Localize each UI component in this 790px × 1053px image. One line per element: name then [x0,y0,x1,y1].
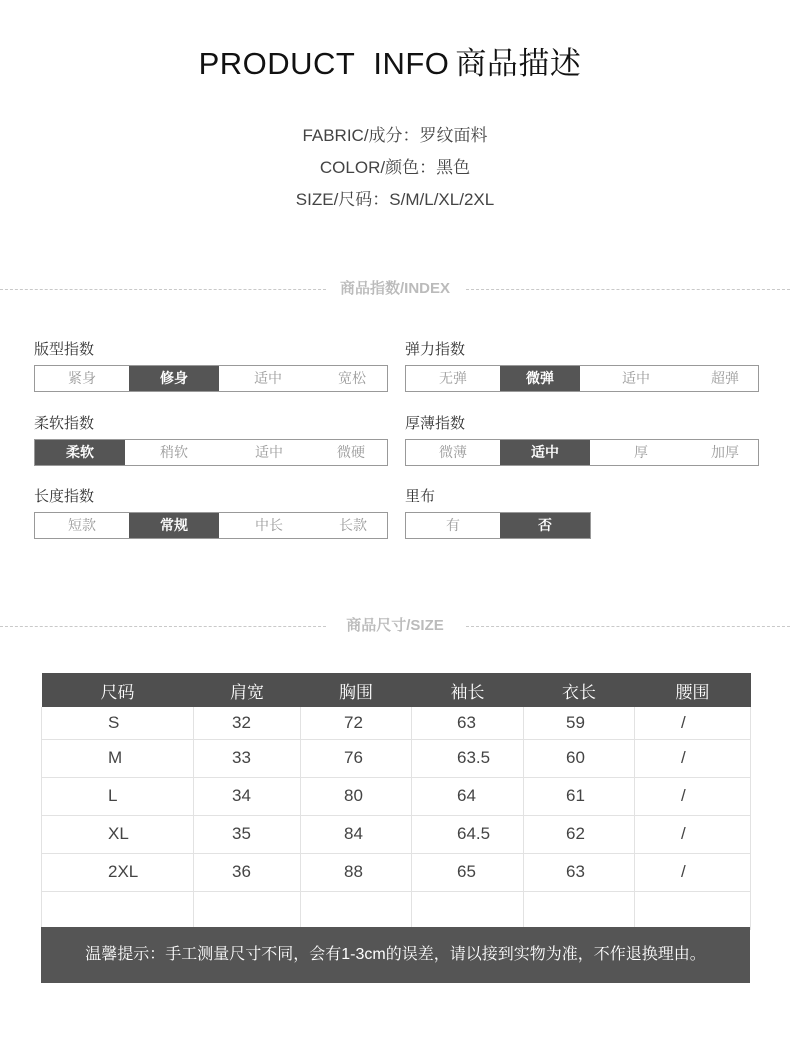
table-row [42,815,751,853]
index-option: 稍软 [160,444,188,460]
index-option-selected: 微弹 [500,366,580,391]
table-row [42,853,751,891]
size-section-divider [0,616,790,636]
index-group-thickness [405,414,759,466]
table-row [42,739,751,777]
column-header-size: 尺码 [42,673,194,707]
index-option: 有 [446,517,460,533]
column-header-waist: 腰围 [635,673,751,707]
index-option-selected: 适中 [500,440,590,465]
table-cell: 64.5 [412,815,524,853]
index-option: 微硬 [337,444,365,460]
index-group-length [34,487,388,539]
index-bar [34,439,388,466]
index-option: 厚 [634,444,648,460]
page-title [0,38,780,83]
table-cell: 63 [524,853,635,891]
table-cell: / [635,739,751,777]
index-group-lining [405,487,591,539]
index-group-label: 厚薄指数 [405,415,466,432]
table-cell [524,891,635,929]
table-cell [635,891,751,929]
table-cell: / [635,853,751,891]
index-group-label: 弹力指数 [405,341,466,358]
measurement-notice: 温馨提示：手工测量尺寸不同，会有1-3cm的误差，请以接到实物为准，不作退换理由。 [41,927,750,983]
table-cell: 36 [194,853,301,891]
table-cell: 76 [301,739,412,777]
table-cell: L [42,777,194,815]
table-cell: / [635,815,751,853]
column-header-sleeve: 袖长 [412,673,524,707]
index-bar [405,512,591,539]
table-cell: 80 [301,777,412,815]
size-section-heading: 商品尺寸/SIZE [346,617,444,634]
index-option: 紧身 [68,370,96,386]
index-option-selected: 柔软 [35,440,125,465]
table-cell: 84 [301,815,412,853]
index-option: 微薄 [439,444,467,460]
table-cell [412,891,524,929]
table-cell: M [42,739,194,777]
index-option: 适中 [255,444,283,460]
title-en-product: PRODUCT [198,46,356,81]
title-cn: 商品描述 [455,46,582,81]
divider-line-right [466,626,790,627]
table-row [42,777,751,815]
table-row [42,707,751,739]
column-header-shoulder: 肩宽 [194,673,301,707]
table-cell: XL [42,815,194,853]
table-cell: S [42,707,194,739]
table-cell: 35 [194,815,301,853]
table-cell [194,891,301,929]
table-cell: 64 [412,777,524,815]
table-header-row [42,673,751,707]
index-bar [405,439,759,466]
index-option: 超弹 [711,370,739,386]
table-cell: / [635,707,751,739]
table-cell [301,891,412,929]
index-group-label: 版型指数 [34,341,95,358]
index-option: 短款 [68,517,96,533]
spec-size: SIZE/尺码：S/M/L/XL/2XL [295,190,495,209]
index-bar [34,365,388,392]
table-cell: 62 [524,815,635,853]
index-group-softness [34,414,388,466]
index-option: 无弹 [439,370,467,386]
table-cell: 72 [301,707,412,739]
spec-color: COLOR/颜色：黑色 [319,158,471,177]
index-section-heading: 商品指数/INDEX [339,280,450,297]
index-option: 适中 [254,370,282,386]
index-option: 长款 [339,517,367,533]
index-group-label: 里布 [405,488,436,505]
index-option: 加厚 [711,444,739,460]
index-option-selected: 否 [500,513,590,538]
table-cell [42,891,194,929]
index-option-selected: 常规 [129,513,219,538]
table-cell: 63 [412,707,524,739]
index-bar [405,365,759,392]
table-cell: 60 [524,739,635,777]
index-group-fit [34,340,388,392]
column-header-length: 衣长 [524,673,635,707]
index-option: 宽松 [338,370,366,386]
index-option: 适中 [622,370,650,386]
table-cell: 59 [524,707,635,739]
table-cell: 61 [524,777,635,815]
table-cell: 88 [301,853,412,891]
index-option: 中长 [255,517,283,533]
table-cell: / [635,777,751,815]
index-group-elasticity [405,340,759,392]
column-header-chest: 胸围 [301,673,412,707]
index-option-selected: 修身 [129,366,219,391]
spec-fabric: FABRIC/成分：罗纹面料 [302,126,488,145]
index-bar [34,512,388,539]
table-cell: 34 [194,777,301,815]
title-en-info: INFO [373,46,450,81]
index-group-label: 长度指数 [34,488,95,505]
index-group-label: 柔软指数 [34,415,95,432]
table-cell: 32 [194,707,301,739]
table-cell: 33 [194,739,301,777]
table-row-empty [42,891,751,929]
table-cell: 65 [412,853,524,891]
table-cell: 2XL [42,853,194,891]
table-cell: 63.5 [412,739,524,777]
index-section-divider [0,279,790,299]
size-table [41,673,751,930]
divider-line-right [466,289,790,290]
